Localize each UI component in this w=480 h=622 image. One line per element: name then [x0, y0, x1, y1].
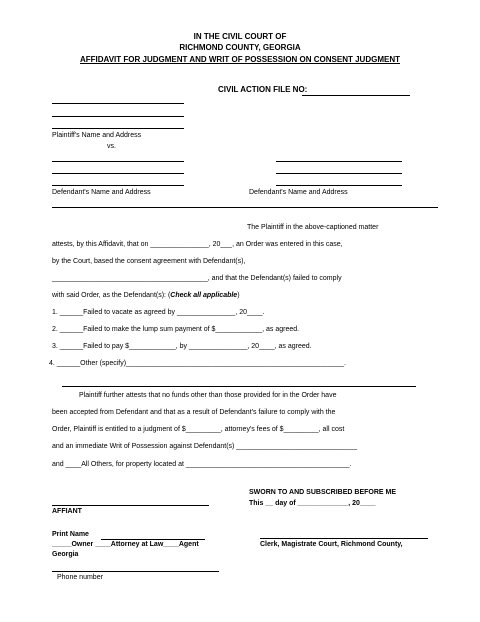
body-p2-line-1: Plaintiff further attests that no funds other than those provided for in the Order have — [79, 392, 337, 399]
plaintiff-name-line-1[interactable] — [52, 103, 184, 104]
affiant-signature-line[interactable] — [52, 505, 209, 506]
body-line-5-start: with said Order, as the Defendant(s): ( — [52, 292, 171, 299]
county-heading: RICHMOND COUNTY, GEORGIA — [179, 43, 301, 52]
defendant-right-line-2[interactable] — [276, 173, 402, 174]
phone-number-line[interactable] — [52, 571, 219, 572]
body-line-4: ________________________________________, and that the Defendant(s) failed to comply — [52, 275, 342, 282]
item-failed-to-pay[interactable]: 3. ______Failed to pay $____________, by _______________, 20____, as agreed. — [52, 343, 312, 350]
defendant-left-label: Defendant's Name and Address — [52, 189, 151, 196]
body-p2-line-4: and an immediate Writ of Possession against Defendant(s) _______________________________ — [52, 443, 357, 450]
civil-action-file-label: CIVIL ACTION FILE NO: — [218, 85, 308, 94]
body-line-3: by the Court, based the consent agreement with Defendant(s), — [52, 258, 246, 265]
body-line-1: The Plaintiff in the above-captioned matter — [247, 224, 379, 231]
defendant-right-line-3[interactable] — [276, 185, 402, 186]
versus-label: vs. — [107, 143, 116, 150]
plaintiff-name-label: Plaintiff's Name and Address — [52, 132, 142, 139]
plaintiff-name-line-3[interactable] — [52, 128, 184, 129]
item-other-specify[interactable]: 4. ______Other (specify)________________________________________________________. — [49, 360, 346, 367]
document-title: AFFIDAVIT FOR JUDGMENT AND WRIT OF POSSESSION ON CONSENT JUDGMENT — [79, 55, 400, 64]
body-line-2: attests, by this Affidavit, that on _______________, 20___, an Order was entered in this case, — [52, 241, 343, 248]
phone-number-label: Phone number — [57, 574, 103, 581]
item-failed-to-vacate[interactable]: 1. ______Failed to vacate as agreed by _______________, 20____. — [52, 309, 265, 316]
clerk-label: Clerk, Magistrate Court, Richmond County, — [260, 541, 403, 548]
item-failed-lump-sum[interactable]: 2. ______Failed to make the lump sum payment of $____________, as agreed. — [52, 326, 300, 333]
check-all-applicable: Check all applicable — [170, 292, 238, 299]
body-p2-line-3: Order, Plaintiff is entitled to a judgment of $_________, attorney's fees of $_________, all cost — [52, 426, 345, 433]
defendant-left-line-3[interactable] — [52, 185, 184, 186]
clerk-signature-line[interactable] — [260, 538, 428, 539]
body-line-5-end: ) — [237, 292, 240, 299]
civil-action-file-line[interactable] — [302, 95, 410, 96]
sworn-title: SWORN TO AND SUBSCRIBED BEFORE ME — [249, 489, 397, 496]
print-name-line[interactable] — [101, 539, 205, 540]
affiant-label: AFFIANT — [52, 508, 82, 515]
owner-attorney-agent[interactable]: _____Owner ____Attorney at Law____Agent — [52, 541, 199, 548]
defendant-right-label: Defendant's Name and Address — [249, 189, 348, 196]
defendant-left-line-2[interactable] — [52, 173, 184, 174]
other-specify-line-2[interactable] — [62, 386, 416, 387]
body-p2-line-5: and ____All Others, for property located at __________________________________________. — [52, 461, 352, 468]
body-line-5 — [52, 292, 240, 299]
section-divider — [52, 207, 438, 208]
print-name-label: Print Name — [52, 531, 89, 538]
sworn-date-line[interactable]: This __ day of _____________, 20____ — [249, 500, 376, 507]
defendant-left-line-1[interactable] — [52, 161, 184, 162]
georgia-label: Georgia — [52, 551, 79, 558]
plaintiff-name-line-2[interactable] — [52, 116, 184, 117]
body-p2-line-2: been accepted from Defendant and that as a result of Defendant's failure to comply with the — [52, 409, 336, 416]
court-heading: IN THE CIVIL COURT OF — [193, 32, 287, 41]
defendant-right-line-1[interactable] — [276, 161, 402, 162]
